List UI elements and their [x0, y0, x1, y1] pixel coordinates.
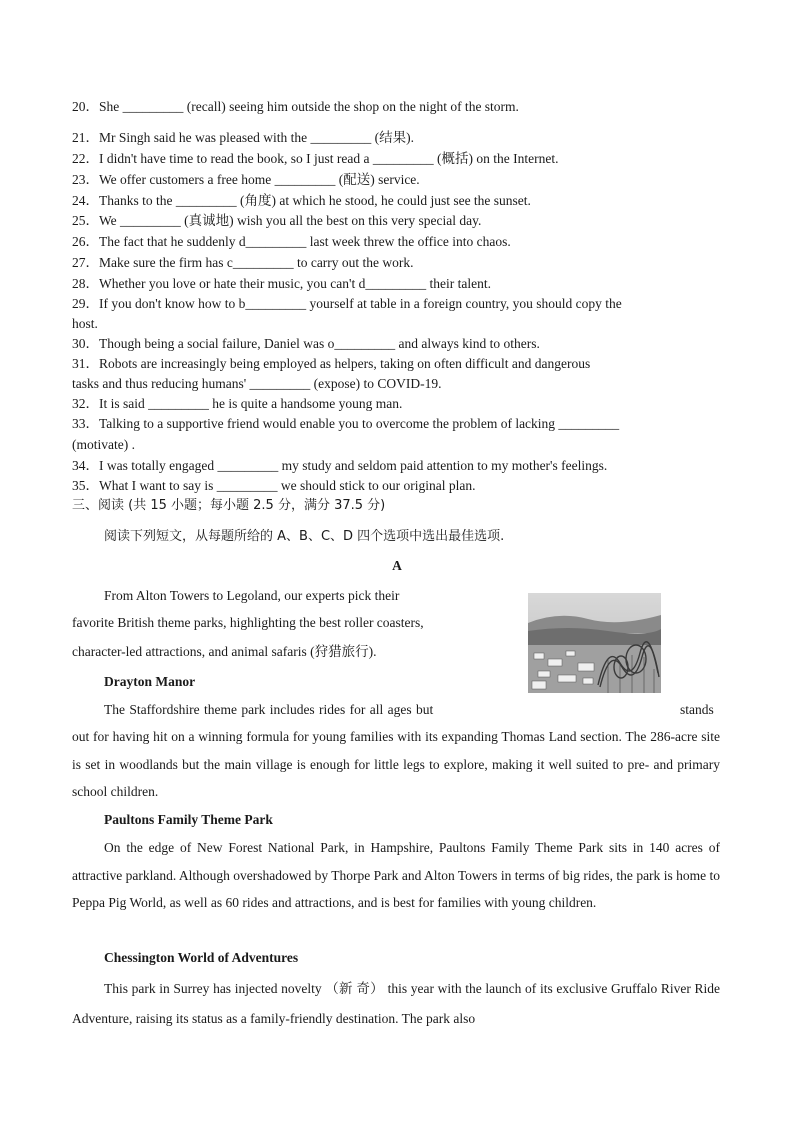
exercise-item-33-cont: (motivate) . — [72, 437, 135, 452]
park1-line1b: stands — [680, 702, 714, 717]
passage-letter: A — [392, 558, 402, 573]
exercise-item-32: 32．It is said _________ he is quite a handsome young man. — [72, 396, 403, 411]
exercise-item-21: 21．Mr Singh said he was pleased with the _________ (结果). — [72, 130, 414, 145]
park3-body: This park in Surrey has injected novelty （新 奇） this year with the launch of its exclusive Gruffalo River Ride Adventure, raising its status as a family-friendly destination. The park also — [72, 981, 720, 1026]
exercise-item-30: 30．Though being a social failure, Daniel was o_________ and always kind to others. — [72, 336, 540, 351]
exercise-item-33: 33．Talking to a supportive friend would enable you to overcome the problem of lacking _________ — [72, 416, 620, 431]
exercise-item-26: 26．The fact that he suddenly d_________ last week threw the office into chaos. — [72, 234, 511, 249]
intro-line-1: From Alton Towers to Legoland, our experts pick their — [104, 588, 400, 603]
exercise-item-27: 27．Make sure the firm has c_________ to carry out the work. — [72, 255, 414, 270]
exercise-item-31: 31．Robots are increasingly being employed as helpers, taking on often difficult and dangerous — [72, 356, 591, 371]
section-heading: 三、阅读 (共 15 小题；每小题 2.5 分，满分 37.5 分) — [72, 498, 386, 513]
exercise-item-29: 29．If you don't know how to b_________ yourself at table in a foreign country, you should copy the — [72, 296, 622, 311]
park-title-drayton: Drayton Manor — [104, 674, 196, 689]
exercise-item-22: 22．I didn't have time to read the book, so I just read a _________ (概括) on the Internet. — [72, 151, 559, 166]
exercise-item-34: 34．I was totally engaged _________ my study and seldom paid attention to my mother's feelings. — [72, 458, 608, 473]
exercise-item-23: 23．We offer customers a free home _________ (配送) service. — [72, 172, 420, 187]
exercise-item-35: 35．What I want to say is _________ we should stick to our original plan. — [72, 478, 476, 493]
exercise-item-28: 28．Whether you love or hate their music, you can't d_________ their talent. — [72, 276, 491, 291]
section-instruction: 阅读下列短文，从每题所给的 A、B、C、D 四个选项中选出最佳选项. — [104, 529, 505, 544]
intro-line-2: favorite British theme parks, highlighting the best roller coasters, — [72, 615, 424, 630]
exercise-item-25: 25．We _________ (真诚地) wish you all the best on this very special day. — [72, 213, 482, 228]
exercise-item-20: 20．She _________ (recall) seeing him outside the shop on the night of the storm. — [72, 99, 519, 114]
exercise-item-24: 24．Thanks to the _________ (角度) at which he stood, he could just see the sunset. — [72, 193, 531, 208]
park-title-paultons: Paultons Family Theme Park — [104, 812, 273, 827]
intro-line-3: character-led attractions, and animal safaris (狩猎旅行). — [72, 644, 377, 659]
park1-line1a: The Staffordshire theme park includes rides for all ages but — [104, 702, 434, 717]
exercise-item-29-cont: host. — [72, 316, 98, 331]
park-title-chessington: Chessington World of Adventures — [104, 950, 299, 965]
exercise-item-31-cont: tasks and thus reducing humans' _________ (expose) to COVID-19. — [72, 376, 442, 391]
park1-body: out for having hit on a winning formula for young families with its expanding Thomas Land section. The 286-acre site is set in woodlands but the main village is enough for little legs to explore, making it well suited to pre- and primary school children. — [72, 729, 720, 799]
park2-body: On the edge of New Forest National Park, in Hampshire, Paultons Family Theme Park sits in 140 acres of attractive parkland. Although overshadowed by Thorpe Park and Alton Towers in terms of big rides, the park is home to Peppa Pig World, as well as 60 rides and attractions, and is best for families with young children. — [72, 840, 720, 910]
